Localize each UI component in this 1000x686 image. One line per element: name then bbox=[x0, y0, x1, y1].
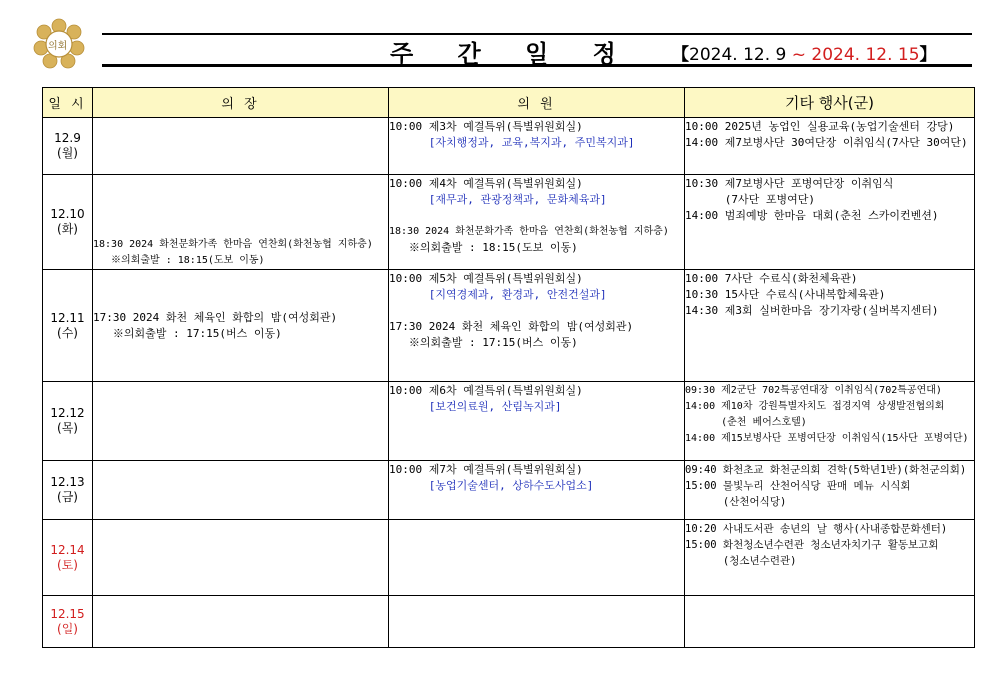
table-row bbox=[43, 461, 975, 520]
note-line: ※의회출발 : 18:15(도보 이동) bbox=[93, 255, 265, 266]
member-cell bbox=[389, 270, 685, 382]
other-cell bbox=[685, 461, 975, 520]
date-cell bbox=[43, 118, 93, 175]
day-label: (화) bbox=[57, 222, 78, 236]
member-cell bbox=[389, 461, 685, 520]
day-label: (토) bbox=[57, 557, 78, 572]
schedule-line: 14:00 제7보병사단 30여단장 이취임식(7사단 30여단) bbox=[685, 136, 968, 149]
chair-cell bbox=[93, 382, 389, 461]
table-row bbox=[43, 175, 975, 270]
day-label: (수) bbox=[57, 325, 78, 340]
schedule-line: 10:00 제4차 예결특위(특별위원회실) bbox=[389, 177, 583, 190]
other-cell bbox=[685, 520, 975, 596]
date-label: 12.9 bbox=[54, 131, 81, 145]
table-row bbox=[43, 118, 975, 175]
schedule-line: 17:30 2024 화천 체육인 화합의 밤(여성회관) bbox=[93, 311, 338, 324]
table-header-row bbox=[43, 88, 975, 118]
period-end: 2024. 12. 15 bbox=[811, 45, 920, 65]
schedule-line: 10:00 7사단 수료식(화천체육관) bbox=[685, 272, 858, 285]
schedule-line: 14:00 제15보병사단 포병여단장 이취임식(15사단 포병여단) bbox=[685, 433, 969, 444]
department-line: [재무과, 관광정책과, 문화체육과] bbox=[389, 193, 607, 206]
schedule-line: 15:00 물빛누리 산천어식당 판매 메뉴 시식회 bbox=[685, 480, 911, 492]
schedule-line: 14:30 제3회 실버한마음 장기자랑(실버복지센터) bbox=[685, 304, 939, 317]
member-cell bbox=[389, 175, 685, 270]
schedule-line: 09:40 화천초교 화천군의회 견학(5학년1반)(화천군의회) bbox=[685, 464, 967, 476]
date-label: 12.10 bbox=[50, 207, 85, 221]
council-logo bbox=[33, 18, 85, 70]
schedule-line: 10:00 2025년 농업인 실용교육(농업기술센터 강당) bbox=[685, 120, 955, 133]
note-line: ※의회출발 : 18:15(도보 이동) bbox=[389, 241, 578, 254]
date-label: 12.13 bbox=[50, 475, 85, 489]
period-range bbox=[672, 40, 937, 65]
schedule-line: 10:00 제3차 예결특위(특별위원회실) bbox=[389, 120, 583, 133]
schedule-line: 10:00 제6차 예결특위(특별위원회실) bbox=[389, 384, 583, 397]
date-label: 12.12 bbox=[50, 406, 85, 420]
schedule-line: 09:30 제2군단 702특공연대장 이취임식(702특공연대) bbox=[685, 385, 942, 396]
day-label: (금) bbox=[57, 490, 78, 504]
department-line: [보건의료원, 산림녹지과] bbox=[389, 400, 562, 413]
chair-cell bbox=[93, 461, 389, 520]
col-header-date: 일 시 bbox=[43, 88, 93, 118]
note-line: ※의회출발 : 17:15(버스 이동) bbox=[389, 336, 578, 349]
other-cell bbox=[685, 270, 975, 382]
other-cell bbox=[685, 118, 975, 175]
date-cell bbox=[43, 461, 93, 520]
other-cell bbox=[685, 596, 975, 648]
member-cell bbox=[389, 382, 685, 461]
department-line: [농업기술센터, 상하수도사업소] bbox=[389, 479, 594, 492]
department-line: [자치행정과, 교육,복지과, 주민복지과] bbox=[389, 136, 635, 149]
member-cell bbox=[389, 118, 685, 175]
logo-text: 의회 bbox=[48, 41, 68, 52]
date-label: 12.15 bbox=[50, 606, 85, 621]
schedule-line: 15:00 화천청소년수련관 청소년자치기구 활동보고회 bbox=[685, 539, 939, 551]
member-cell bbox=[389, 520, 685, 596]
note-line: ※의회출발 : 17:15(버스 이동) bbox=[93, 327, 282, 340]
other-cell bbox=[685, 382, 975, 461]
date-cell bbox=[43, 270, 93, 382]
schedule-line: (7사단 포병여단) bbox=[685, 193, 815, 206]
period-bracket-open: 【 bbox=[672, 45, 689, 65]
schedule-line: 14:00 범죄예방 한마음 대회(춘천 스카이컨벤션) bbox=[685, 209, 939, 222]
day-label: (월) bbox=[57, 146, 78, 160]
schedule-line: 10:30 15사단 수료식(사내복합체육관) bbox=[685, 288, 886, 301]
day-label: (일) bbox=[57, 621, 78, 636]
weekly-schedule-table bbox=[42, 87, 975, 648]
chair-cell bbox=[93, 520, 389, 596]
member-cell bbox=[389, 596, 685, 648]
col-header-chair: 의 장 bbox=[93, 88, 389, 118]
schedule-line: (산천어식당) bbox=[685, 496, 787, 508]
col-header-member: 의 원 bbox=[389, 88, 685, 118]
department-line: [지역경제과, 환경과, 안전건설과] bbox=[389, 288, 607, 301]
table-row bbox=[43, 382, 975, 461]
page-title: 주 간 일 정 bbox=[390, 39, 634, 68]
schedule-line: 17:30 2024 화천 체육인 화합의 밤(여성회관) bbox=[389, 320, 634, 333]
schedule-line: 10:20 사내도서관 송년의 날 행사(사내종합문화센터) bbox=[685, 523, 948, 535]
date-label: 12.14 bbox=[50, 542, 85, 557]
date-cell bbox=[43, 175, 93, 270]
table-row bbox=[43, 270, 975, 382]
schedule-line: 14:00 제10차 강원특별자치도 접경지역 상생발전협의회 bbox=[685, 401, 945, 412]
schedule-line: (청소년수련관) bbox=[685, 555, 797, 567]
period-start: 2024. 12. 9 bbox=[689, 45, 787, 65]
period-bracket-close: 】 bbox=[919, 45, 937, 65]
chair-cell bbox=[93, 270, 389, 382]
day-label: (목) bbox=[57, 421, 78, 435]
table-row bbox=[43, 520, 975, 596]
chair-cell bbox=[93, 596, 389, 648]
date-cell bbox=[43, 596, 93, 648]
date-label: 12.11 bbox=[50, 310, 85, 325]
schedule-line: (춘천 베어스호텔) bbox=[685, 417, 807, 428]
schedule-line: 18:30 2024 화천문화가족 한마음 연찬회(화천농협 지하층) bbox=[93, 239, 373, 250]
col-header-other: 기타 행사(군) bbox=[685, 88, 975, 118]
schedule-line: 18:30 2024 화천문화가족 한마음 연찬회(화천농협 지하층) bbox=[389, 226, 669, 237]
period-tilde: ~ bbox=[786, 45, 812, 65]
date-cell bbox=[43, 382, 93, 461]
table-row bbox=[43, 596, 975, 648]
schedule-line: 10:30 제7보병사단 포병여단장 이취임식 bbox=[685, 177, 894, 190]
schedule-line: 10:00 제7차 예결특위(특별위원회실) bbox=[389, 463, 583, 476]
date-cell bbox=[43, 520, 93, 596]
chair-cell bbox=[93, 175, 389, 270]
other-cell bbox=[685, 175, 975, 270]
schedule-line: 10:00 제5차 예결특위(특별위원회실) bbox=[389, 272, 583, 285]
chair-cell bbox=[93, 118, 389, 175]
